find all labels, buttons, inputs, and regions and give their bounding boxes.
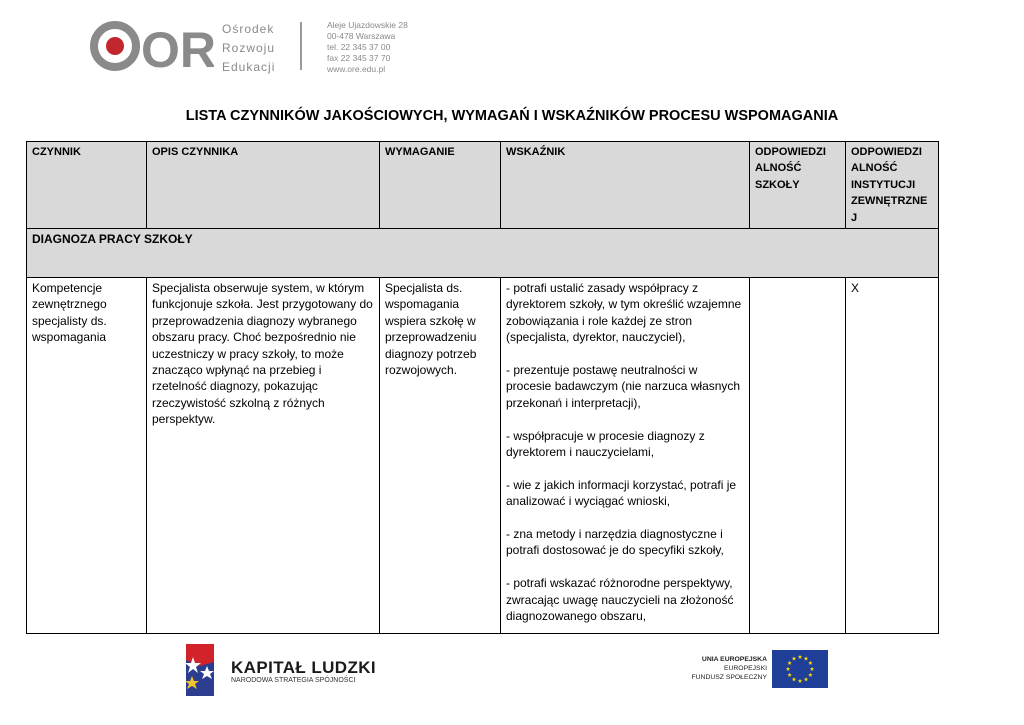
- header-external-responsibility: ODPOWIEDZI ALNOŚĆ INSTYTUCJI ZEWNĘTRZNE J: [846, 142, 939, 229]
- cell-indicators: [501, 278, 750, 634]
- section-row: [27, 229, 939, 278]
- indicator-item: - wie z jakich informacji korzystać, potrafi je analizować i wyciągać wnioski,: [506, 477, 737, 509]
- factors-table: [26, 141, 939, 634]
- eu-line: EUROPEJSKI: [723, 665, 767, 672]
- header-requirement: WYMAGANIE: [380, 142, 501, 229]
- ore-org-line: Edukacji: [222, 60, 276, 74]
- cell-school-responsibility: [750, 278, 846, 634]
- ore-logo-letters: OR: [141, 22, 214, 74]
- ore-org-line: Ośrodek: [222, 22, 275, 36]
- kapital-ludzki-subtitle: NARODOWA STRATEGIA SPÓJNOŚCI: [231, 677, 356, 684]
- header-school-responsibility: ODPOWIEDZI ALNOŚĆ SZKOŁY: [750, 142, 846, 229]
- header-indicator: WSKAŹNIK: [501, 142, 750, 229]
- cell-factor: Kompetencje zewnętrznego specjalisty ds. wspomagania: [27, 278, 147, 634]
- table-row: [27, 278, 939, 634]
- ore-org-line: Rozwoju: [222, 41, 276, 55]
- document-title: LISTA CZYNNIKÓW JAKOŚCIOWYCH, WYMAGAŃ I WSKAŹNIKÓW PROCESU WSPOMAGANIA: [185, 108, 839, 124]
- eu-flag-icon: [772, 650, 828, 688]
- section-title: DIAGNOZA PRACY SZKOŁY: [27, 229, 939, 278]
- ore-logo-dot: [106, 37, 124, 55]
- eu-line: FUNDUSZ SPOŁECZNY: [691, 674, 767, 681]
- address-line: 00-478 Warszawa: [327, 31, 396, 41]
- address-line: fax 22 345 37 70: [327, 53, 391, 63]
- kapital-ludzki-title: KAPITAŁ LUDZKI: [231, 658, 377, 677]
- ore-logo: [89, 18, 214, 74]
- address-line: tel. 22 345 37 00: [327, 42, 391, 52]
- header-divider: [300, 22, 302, 70]
- cell-requirement: Specjalista ds. wspomagania wspiera szkołę w przeprowadzeniu diagnozy potrzeb rozwojowych.: [380, 278, 501, 634]
- kapital-ludzki-emblem: [182, 642, 218, 698]
- indicator-item: - potrafi ustalić zasady współpracy z dyrektorem szkoły, w tym określić wzajemne zobowiązania i role każdej ze stron (specjalista, dyrektor, nauczyciel),: [506, 281, 742, 345]
- eu-line: UNIA EUROPEJSKA: [701, 656, 767, 663]
- header-description: OPIS CZYNNIKA: [147, 142, 380, 229]
- eu-fund-text: [650, 655, 767, 682]
- address-line: Aleje Ujazdowskie 28: [327, 20, 408, 30]
- cell-external-responsibility: X: [846, 278, 939, 634]
- ore-org-name: [222, 20, 275, 77]
- indicator-item: - współpracuje w procesie diagnozy z dyrektorem i nauczycielami,: [506, 428, 705, 460]
- indicator-item: - zna metody i narzędzia diagnostyczne i potrafi dostosować je do specyfiki szkoły,: [506, 527, 724, 558]
- ore-address: [327, 20, 408, 75]
- indicator-item: - potrafi wskazać różnorodne perspektywy, zwracając uwagę nauczycieli na złożoność diagnozowanego obszaru,: [506, 576, 734, 624]
- table-header-row: [27, 142, 939, 229]
- address-line: www.ore.edu.pl: [327, 64, 386, 74]
- header-factor: CZYNNIK: [27, 142, 147, 229]
- cell-description: Specjalista obserwuje system, w którym funkcjonuje szkoła. Jest przygotowany do przeprowadzenia diagnozy wybranego obszaru pracy. Choć bezpośrednio nie uczestniczy w pracy szkoły, to może znacząco wpłynąć na przebieg i rzetelność diagnozy, pokazując rzeczywistość szkolną z różnych perspektyw.: [147, 278, 380, 634]
- indicator-item: - prezentuje postawę neutralności w procesie badawczym (nie narzuca własnych przekonań i interpretacji),: [506, 363, 741, 410]
